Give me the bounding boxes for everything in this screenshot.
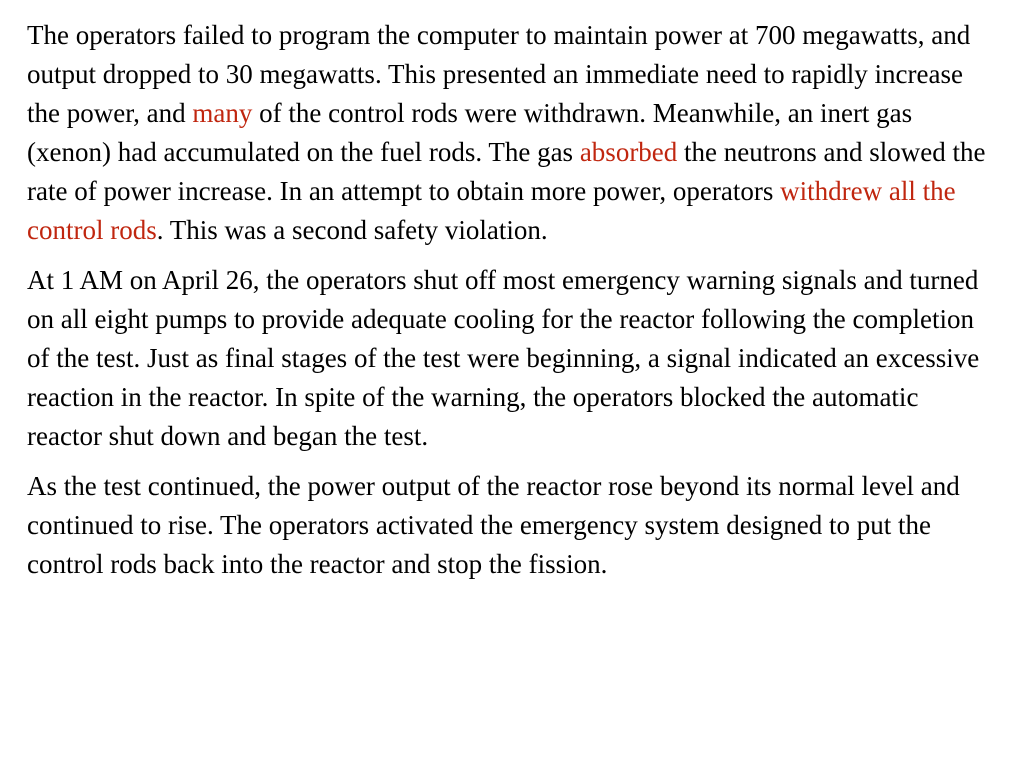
text-segment: . This was a second safety violation. xyxy=(156,215,548,245)
paragraph-2 xyxy=(27,261,1000,456)
highlight-withdrew-all-control-rods: withdrew all the control rods xyxy=(27,176,956,245)
paragraph-3 xyxy=(27,467,1000,584)
paragraph-1 xyxy=(27,16,1000,250)
highlight-many: many xyxy=(192,98,253,128)
highlight-absorbed: absorbed xyxy=(579,137,678,167)
text-segment: As the test continued, the power output of the reactor rose beyond its normal level and continued to rise. The operators activated the emergency system designed to put the control rods back into the reactor and stop the fission. xyxy=(27,471,960,579)
text-segment: At 1 AM on April 26, the operators shut off most emergency warning signals and turned on all eight pumps to provide adequate cooling for the reactor following the completion of the test. Just as final stages of the test were beginning, a signal indicated an excessive reaction in the reactor. In spite of the warning, the operators blocked the automatic reactor shut down and began the test. xyxy=(27,265,980,451)
text-segment: the neutrons and slowed the rate of power increase. In an attempt to obtain more power, operators xyxy=(27,137,986,206)
text-segment: of the control rods were withdrawn. Meanwhile, an inert gas (xenon) had accumulated on the fuel rods. The gas xyxy=(27,98,913,167)
text-segment: The operators failed to program the computer to maintain power at 700 megawatts, and output dropped to 30 megawatts. This presented an immediate need to rapidly increase the power, and xyxy=(27,20,971,128)
